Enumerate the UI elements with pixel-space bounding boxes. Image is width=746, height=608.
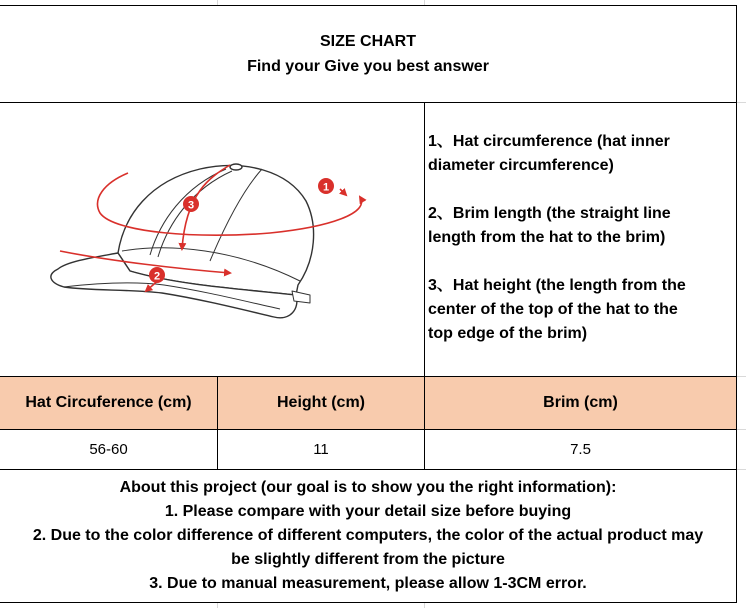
description-line: 2、Brim length (the straight line [428,205,671,222]
marker-1 [318,178,334,194]
note-line: 1. Please compare with your detail size before buying [164,503,572,520]
table-header-height: Height (cm) [218,377,424,429]
border-table-row-bottom [0,469,737,470]
notes-section [0,476,736,596]
page-title: SIZE CHART [320,33,416,50]
note-line: be slightly different from the picture [231,551,505,568]
description-item [428,274,728,346]
border-diagram-divider [424,102,425,377]
description-line: 3、Hat height (the length from the [428,277,686,294]
border-bottom [0,602,737,603]
description-line: diameter circumference) [428,157,614,174]
chart-header [0,6,736,102]
note-line: 3. Due to manual measurement, please allow 1-3CM error. [149,575,587,592]
table-cell-brim: 7.5 [570,440,591,458]
marker-2-label: 2 [153,270,161,283]
note-line: 2. Due to the color difference of different computers, the color of the actual product may [32,527,704,544]
gridline [736,429,746,430]
gridline [736,376,746,377]
description-line: center of the top of the hat to the [428,301,678,318]
description-line: length from the hat to the brim) [428,229,666,246]
table-header-brim: Brim (cm) [425,377,736,429]
gridline [736,102,746,103]
marker-3 [183,196,199,212]
gridline [736,469,746,470]
description-item [428,130,728,178]
cap-illustration [0,103,424,376]
description-line: top edge of the brim) [428,325,588,342]
table-cell-height: 11 [313,440,329,458]
measurement-descriptions [428,130,728,370]
table-cell-circumference: 56-60 [89,440,128,458]
border-right [736,5,737,603]
marker-3-label: 3 [187,199,195,212]
marker-1-label: 1 [322,181,330,194]
description-item [428,202,728,250]
table-header-circumference: Hat Circuference (cm) [0,377,217,429]
cap-diagram [0,103,424,376]
page-subtitle: Find your Give you best answer [247,58,489,75]
marker-2 [149,267,165,283]
note-line: About this project (our goal is to show you the right information): [119,479,617,496]
description-line: 1、Hat circumference (hat inner [428,133,670,150]
